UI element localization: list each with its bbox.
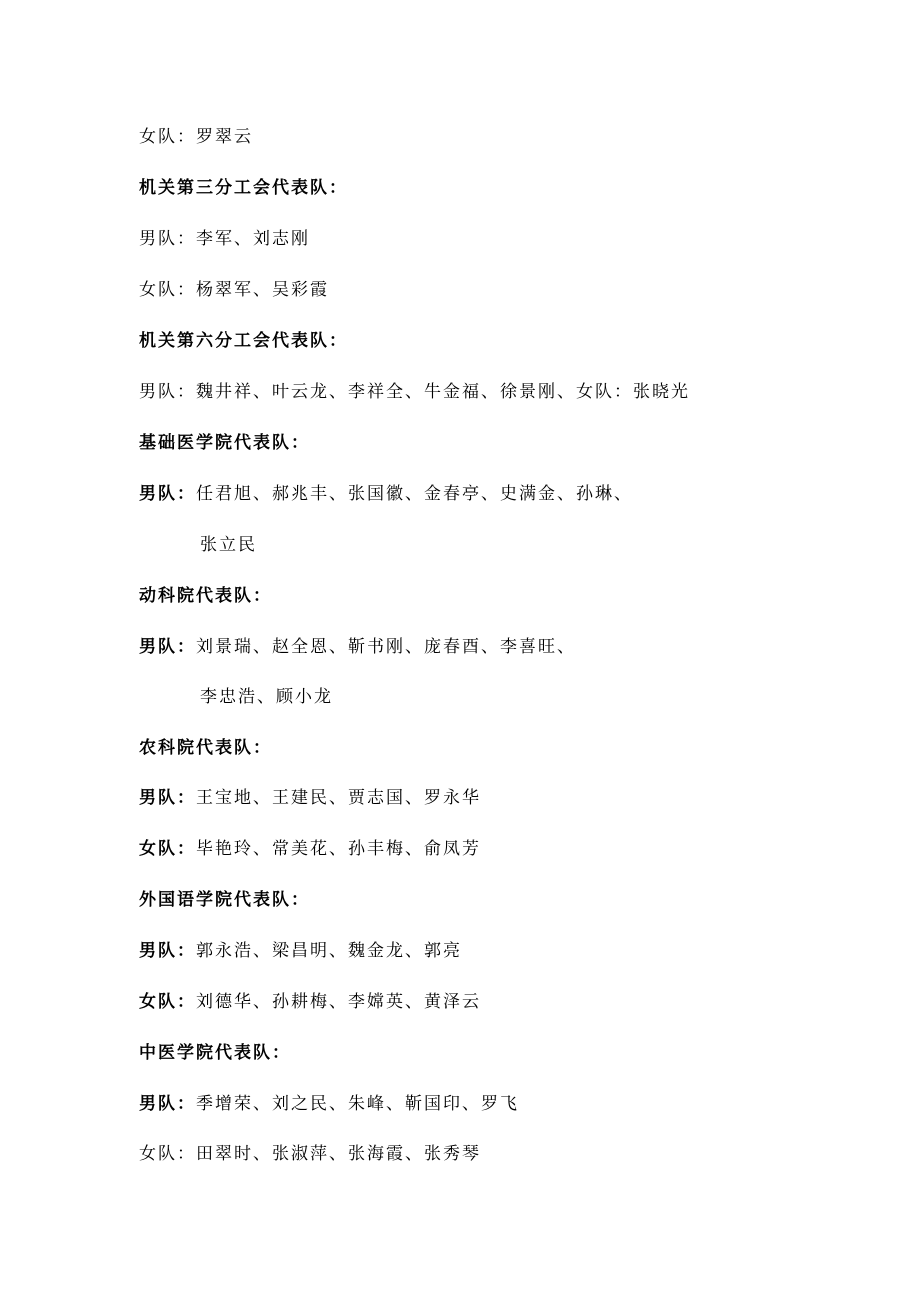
team-line xyxy=(139,636,576,658)
team-label: 男队： xyxy=(139,484,196,504)
team-members-continuation: 李忠浩、顾小龙 xyxy=(200,687,333,707)
team-label: 男队： xyxy=(139,637,196,657)
section-heading: 农科院代表队： xyxy=(139,738,272,758)
team-members: 郭永浩、梁昌明、魏金龙、郭亮 xyxy=(196,941,462,961)
team-label: 男队： xyxy=(139,382,196,402)
team-members-continuation: 张立民 xyxy=(200,535,257,555)
team-line xyxy=(139,228,310,250)
team-line xyxy=(139,483,633,505)
team-members: 杨翠军、吴彩霞 xyxy=(196,280,329,300)
team-label: 女队： xyxy=(139,992,196,1012)
team-members: 王宝地、王建民、贾志国、罗永华 xyxy=(196,788,481,808)
team-line xyxy=(139,838,481,860)
team-members: 季增荣、刘之民、朱峰、靳国印、罗飞 xyxy=(196,1094,519,1114)
team-members: 田翠时、张淑萍、张海霞、张秀琴 xyxy=(196,1144,481,1164)
team-members: 李军、刘志刚 xyxy=(196,229,310,249)
team-line xyxy=(139,126,253,148)
section-heading: 外国语学院代表队： xyxy=(139,890,310,910)
team-label: 男队： xyxy=(139,229,196,249)
team-label: 女队： xyxy=(139,839,196,859)
team-line xyxy=(139,279,329,301)
team-members: 任君旭、郝兆丰、张国徽、金春亭、史满金、孙琳、 xyxy=(196,484,633,504)
team-line xyxy=(139,940,462,962)
team-label: 男队： xyxy=(139,1094,196,1114)
team-line xyxy=(139,1093,519,1115)
team-members: 毕艳玲、常美花、孙丰梅、俞凤芳 xyxy=(196,839,481,859)
section-heading: 基础医学院代表队： xyxy=(139,433,310,453)
section-heading: 机关第六分工会代表队： xyxy=(139,331,348,351)
team-line xyxy=(139,787,481,809)
team-line xyxy=(139,381,690,403)
section-heading: 机关第三分工会代表队： xyxy=(139,178,348,198)
team-label: 男队： xyxy=(139,941,196,961)
team-line xyxy=(139,1143,481,1165)
team-members: 刘德华、孙耕梅、李嫦英、黄泽云 xyxy=(196,992,481,1012)
team-members: 魏井祥、叶云龙、李祥全、牛金福、徐景刚、女队：张晓光 xyxy=(196,382,690,402)
team-label: 女队： xyxy=(139,280,196,300)
team-members: 刘景瑞、赵全恩、靳书刚、庞春酉、李喜旺、 xyxy=(196,637,576,657)
team-label: 女队： xyxy=(139,127,196,147)
team-label: 男队： xyxy=(139,788,196,808)
section-heading: 中医学院代表队： xyxy=(139,1043,291,1063)
team-members: 罗翠云 xyxy=(196,127,253,147)
team-label: 女队： xyxy=(139,1144,196,1164)
section-heading: 动科院代表队： xyxy=(139,586,272,606)
team-line xyxy=(139,991,481,1013)
